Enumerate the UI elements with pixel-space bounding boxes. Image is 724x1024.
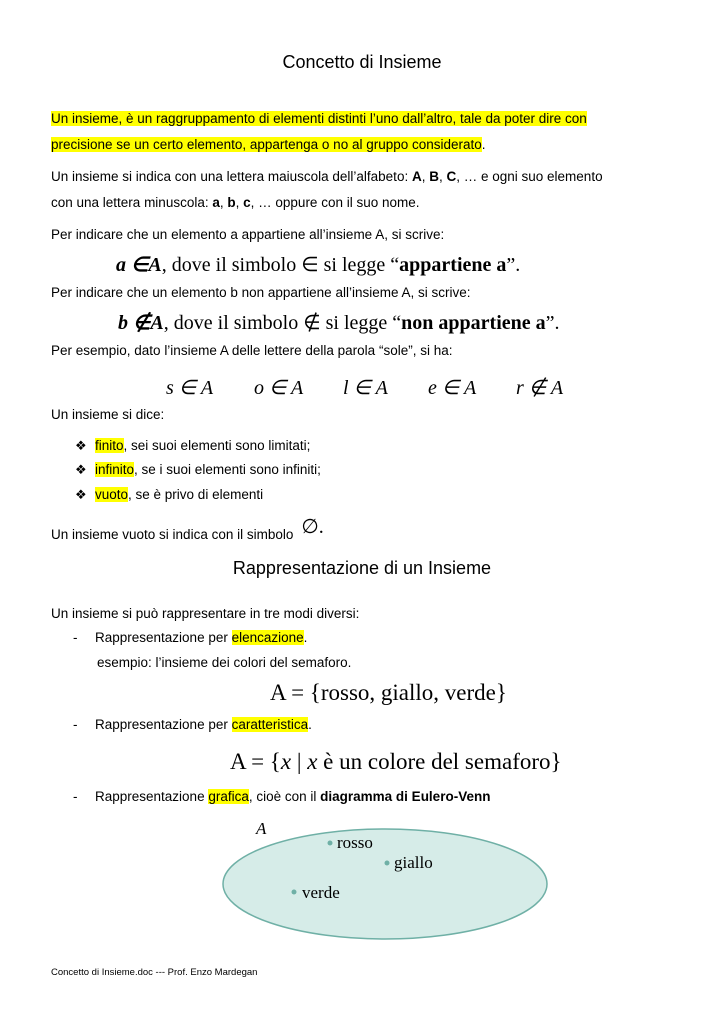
notation-paragraph: Un insieme si indica con una lettera maiuscola dell’alfabeto: A, B, C, … e ogni suo elemento con una lettera minuscola: a, b, c, … oppure con il suo nome.: [51, 169, 603, 210]
set-property-formula: A = {x | x è un colore del semaforo}: [230, 749, 562, 774]
set-types-intro: Un insieme si dice:: [51, 407, 165, 422]
repr-item-property: - Rappresentazione per caratteristica.: [73, 717, 312, 732]
bullet-empty: ❖ vuoto, se è privo di elementi: [75, 483, 263, 507]
diamond-bullet-icon: ❖: [75, 462, 87, 477]
section-title: Rappresentazione di un Insieme: [232, 558, 492, 578]
repr-example: esempio: l’insieme dei colori del semaforo.: [97, 655, 352, 670]
example-intro: Per esempio, dato l’insieme A delle lettere della parola “sole”, si ha:: [51, 343, 453, 358]
venn-diagram: [220, 815, 560, 945]
venn-element-giallo: giallo: [394, 853, 433, 872]
example-relation-o: o ∈ A: [254, 377, 304, 399]
diamond-bullet-icon: ❖: [75, 438, 87, 453]
example-relation-s: s ∈ A: [166, 377, 214, 399]
representation-intro: Un insieme si può rappresentare in tre modi diversi:: [51, 606, 360, 621]
example-relation-e: e ∈ A: [428, 377, 477, 399]
example-relation-l: l ∈ A: [343, 377, 388, 399]
example-relation-r: r ∉ A: [516, 377, 564, 399]
definition-line-1: Un insieme, è un raggruppamento di elementi distinti l’uno dall’altro, tale da poter dire con: [51, 111, 587, 126]
notbelongs-formula: b ∉A, dove il simbolo ∉ si legge “non appartiene a”.: [118, 312, 560, 334]
empty-set-symbol: ∅.: [301, 516, 324, 538]
repr-item-graphic: - Rappresentazione grafica, cioè con il diagramma di Eulero-Venn: [73, 789, 491, 804]
venn-element-verde: verde: [302, 883, 340, 902]
venn-dot-rosso: [328, 841, 333, 846]
belongs-intro: Per indicare che un elemento a appartiene all’insieme A, si scrive:: [51, 227, 445, 242]
venn-element-rosso: rosso: [337, 833, 373, 852]
bullet-infinite: ❖ infinito, se i suoi elementi sono infiniti;: [75, 458, 321, 482]
venn-dot-verde: [292, 890, 297, 895]
page-footer: Concetto di Insieme.doc --- Prof. Enzo Mardegan: [51, 967, 258, 978]
definition-paragraph: Un insieme, è un raggruppamento di elementi distinti l’uno dall’altro, tale da poter dire con precisione se un certo elemento, appartenga o no al gruppo considerato.: [51, 111, 587, 152]
empty-set-line: Un insieme vuoto si indica con il simbolo ∅.: [51, 516, 324, 542]
venn-set-ellipse: [223, 829, 547, 939]
notbelongs-intro: Per indicare che un elemento b non appartiene all’insieme A, si scrive:: [51, 285, 471, 300]
set-enumeration-formula: A = {rosso, giallo, verde}: [270, 680, 507, 705]
belongs-formula: a ∈A, dove il simbolo ∈ si legge “appartiene a”.: [116, 254, 521, 276]
repr-item-enumeration: - Rappresentazione per elencazione.: [73, 630, 308, 645]
bullet-finite: ❖ finito, sei suoi elementi sono limitati;: [75, 434, 310, 458]
venn-dot-giallo: [385, 861, 390, 866]
definition-line-2: precisione se un certo elemento, appartenga o no al gruppo considerato: [51, 137, 482, 152]
venn-set-label: A: [256, 819, 267, 838]
diamond-bullet-icon: ❖: [75, 487, 87, 502]
page-title: Concetto di Insieme: [282, 52, 442, 72]
